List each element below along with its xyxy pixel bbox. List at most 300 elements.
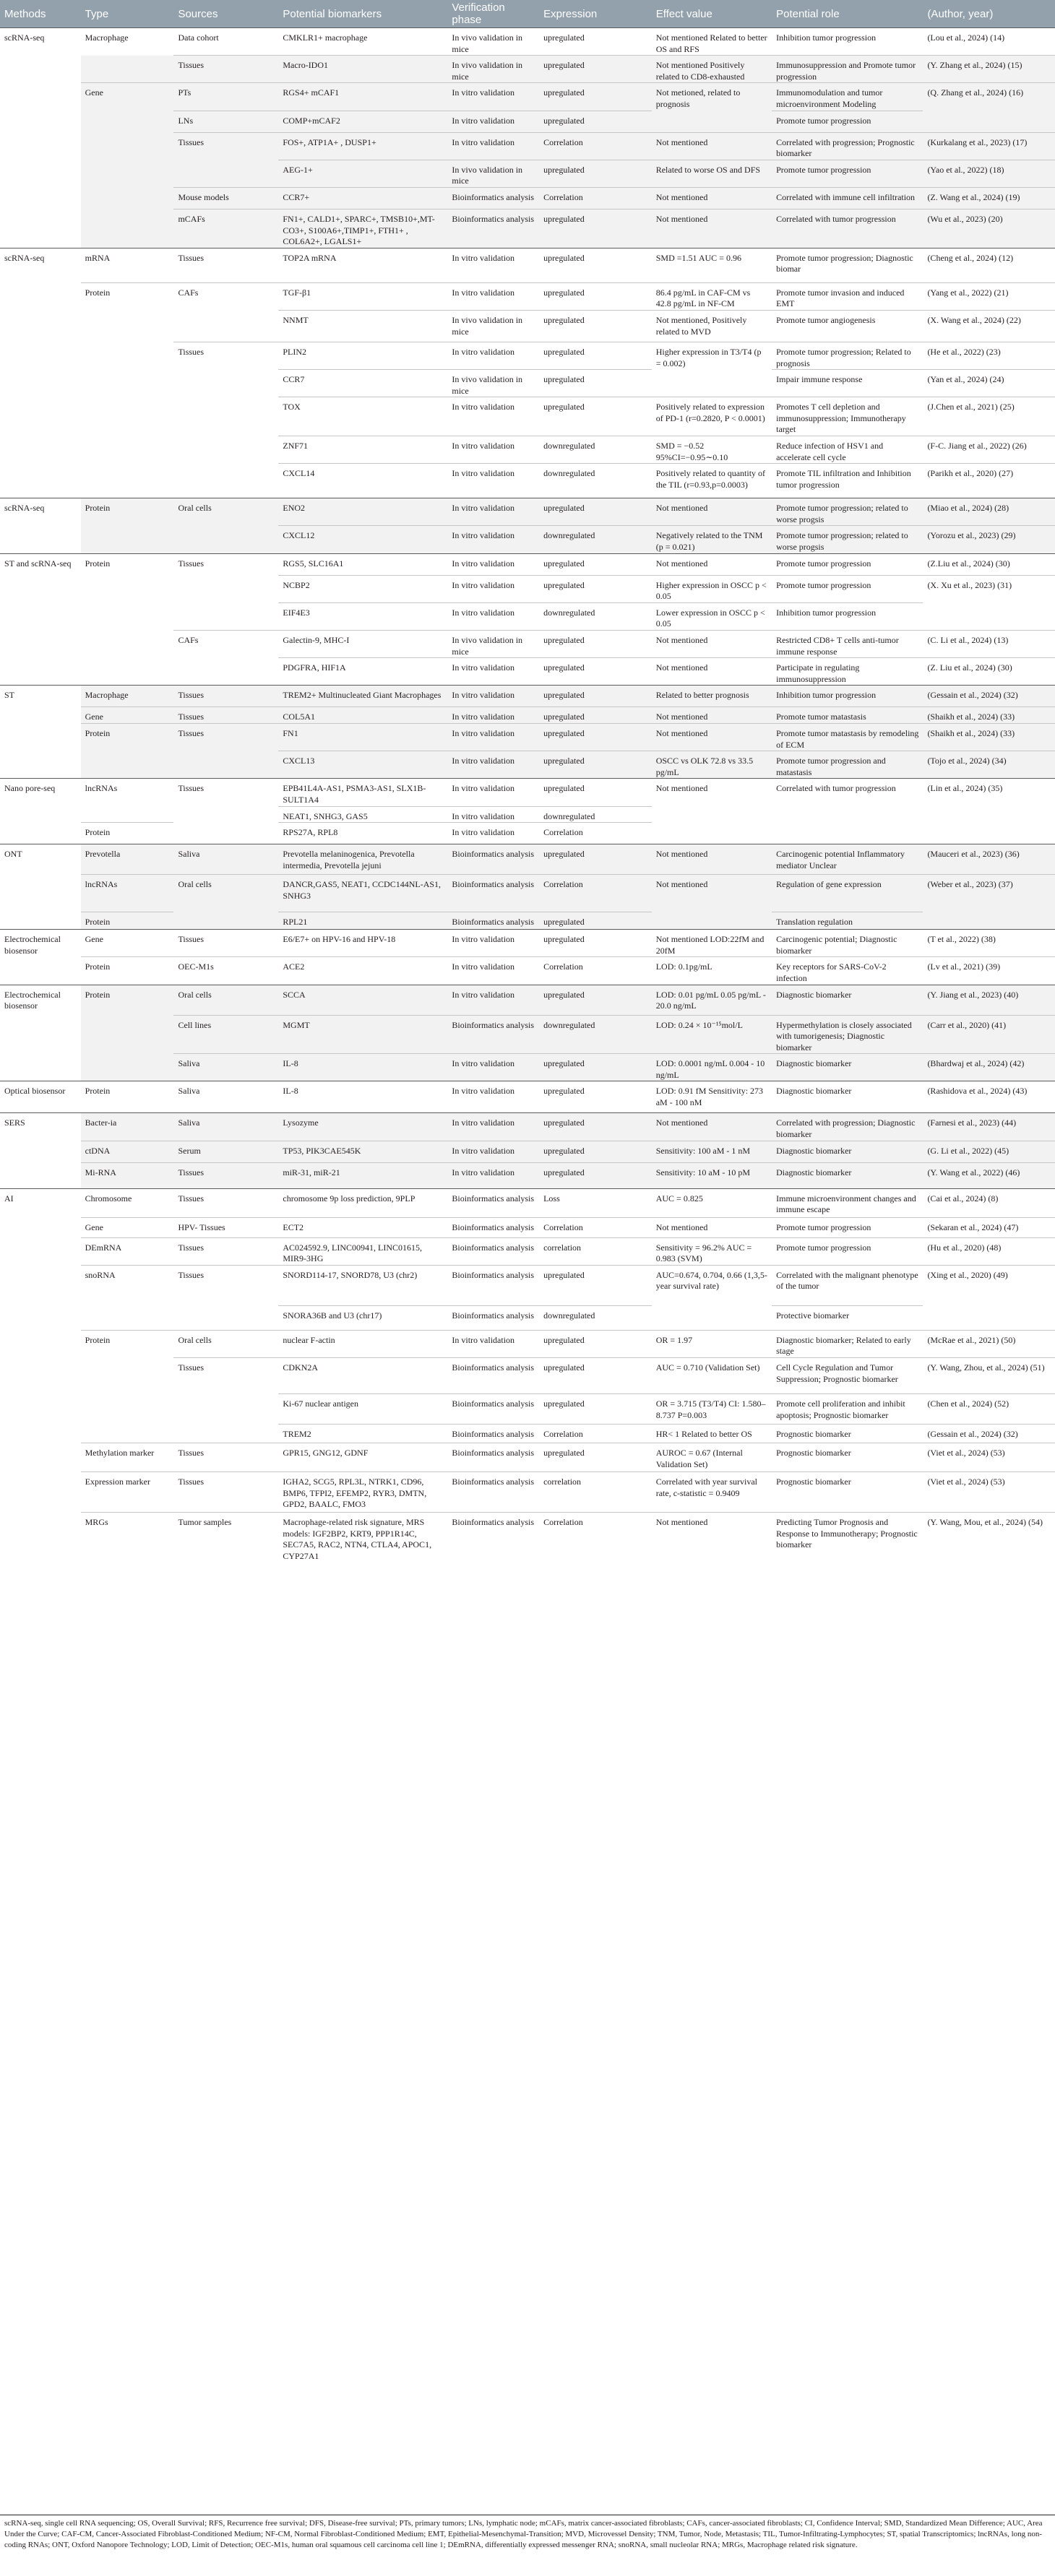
cell-phase: In vitro validation (447, 111, 539, 132)
cell-expression: upregulated (539, 723, 652, 751)
cell-phase: Bioinformatics analysis (447, 1217, 539, 1237)
cell-source: CAFs (173, 631, 278, 658)
cell-type (81, 436, 174, 464)
cell-biomarker: PDGFRA, HIF1A (278, 658, 447, 686)
cell-expression: upregulated (539, 56, 652, 83)
cell-source (173, 1305, 278, 1330)
table-row (0, 187, 1055, 209)
cell-biomarker: PLIN2 (278, 342, 447, 369)
cell-biomarker: CMKLR1+ macrophage (278, 28, 447, 56)
cell-biomarker: FN1+, CALD1+, SPARC+, TMSB10+,MT-CO3+, S100A6+,TIMP1+, FTH1+ , COL6A2+, LGALS1+ (278, 209, 447, 248)
cell-method (0, 1330, 81, 1357)
cell-source: Oral cells (173, 1330, 278, 1357)
cell-author: (F-C. Jiang et al., 2022) (26) (923, 436, 1055, 464)
table-row (0, 631, 1055, 658)
cell-type: Protein (81, 1081, 174, 1113)
cell-role: Diagnostic biomarker (772, 1141, 923, 1162)
col-header-author: (Author, year) (923, 0, 1055, 28)
cell-phase: In vitro validation (447, 526, 539, 553)
table-row (0, 1305, 1055, 1330)
cell-type: Protein (81, 553, 174, 575)
cell-expression: upregulated (539, 1394, 652, 1425)
cell-role: Reduce infection of HSV1 and accelerate cell cycle (772, 436, 923, 464)
cell-type (81, 806, 174, 823)
cell-biomarker: CXCL13 (278, 751, 447, 779)
cell-author: (McRae et al., 2021) (50) (923, 1330, 1055, 1357)
cell-biomarker: NNMT (278, 310, 447, 342)
cell-effect (652, 912, 772, 930)
cell-role: Promote tumor matastasis by remodeling of ECM (772, 723, 923, 751)
cell-method (0, 912, 81, 930)
cell-type: MRGs (81, 1513, 174, 1591)
cell-author: (Z. Wang et al., 2024) (19) (923, 187, 1055, 209)
cell-type (81, 310, 174, 342)
table-row (0, 1330, 1055, 1357)
cell-type (81, 526, 174, 553)
col-header-method: Methods (0, 0, 81, 28)
cell-type: Protein (81, 282, 174, 310)
col-header-role: Potential role (772, 0, 923, 28)
cell-effect: LOD: 0.01 pg/mL 0.05 pg/mL - 20.0 ng/mL (652, 985, 772, 1015)
cell-method (0, 370, 81, 397)
cell-author: (Y. Wang et al., 2022) (46) (923, 1162, 1055, 1188)
cell-source: OEC-M1s (173, 957, 278, 985)
cell-source: Oral cells (173, 498, 278, 526)
cell-source (173, 806, 278, 823)
table-row (0, 957, 1055, 985)
cell-source: mCAFs (173, 209, 278, 248)
cell-source (173, 160, 278, 187)
cell-phase: Bioinformatics analysis (447, 209, 539, 248)
cell-source: Tissues (173, 1237, 278, 1265)
cell-expression: correlation (539, 1472, 652, 1513)
cell-effect: Not mentioned, Positively related to MVD (652, 310, 772, 342)
cell-source: Saliva (173, 1054, 278, 1081)
cell-biomarker: FOS+, ATP1A+ , DUSP1+ (278, 132, 447, 160)
cell-phase: In vitro validation (447, 498, 539, 526)
cell-author: (Viet et al., 2024) (53) (923, 1443, 1055, 1472)
cell-source (173, 370, 278, 397)
cell-method (0, 1054, 81, 1081)
cell-effect (652, 111, 772, 132)
table-row (0, 1217, 1055, 1237)
cell-method (0, 56, 81, 83)
cell-phase: In vitro validation (447, 1330, 539, 1357)
cell-type: Protein (81, 912, 174, 930)
cell-effect: Not mentioned (652, 875, 772, 912)
cell-effect: LOD: 0.24 × 10⁻¹⁵mol/L (652, 1015, 772, 1054)
cell-type (81, 209, 174, 248)
cell-method (0, 806, 81, 823)
cell-type: Protein (81, 498, 174, 526)
cell-role: Correlated with progression; Diagnostic biomarker (772, 1113, 923, 1141)
cell-author: (Lin et al., 2024) (35) (923, 779, 1055, 806)
cell-role: Prognostic biomarker (772, 1472, 923, 1513)
cell-role: Participate in regulating immunosuppression (772, 658, 923, 686)
cell-expression: upregulated (539, 1141, 652, 1162)
cell-author: (Gessain et al., 2024) (32) (923, 1425, 1055, 1443)
cell-source (173, 310, 278, 342)
cell-role: Correlated with tumor progression (772, 779, 923, 806)
cell-method (0, 658, 81, 686)
cell-role: Promote tumor angiogenesis (772, 310, 923, 342)
cell-phase: In vitro validation (447, 602, 539, 630)
table-row (0, 985, 1055, 1015)
cell-author: (Shaikh et al., 2024) (33) (923, 723, 1055, 751)
cell-effect: AUC = 0.825 (652, 1188, 772, 1217)
table-row (0, 28, 1055, 56)
cell-source (173, 397, 278, 436)
cell-author: (Sekaran et al., 2024) (47) (923, 1217, 1055, 1237)
table-body (0, 28, 1055, 1591)
cell-role: Promote tumor progression (772, 160, 923, 187)
cell-type (81, 575, 174, 602)
cell-source: Tissues (173, 1443, 278, 1472)
cell-author: (Yorozu et al., 2023) (29) (923, 526, 1055, 553)
cell-source: Tissues (173, 930, 278, 957)
cell-effect: Not mentioned Positively related to CD8-exhausted (652, 56, 772, 83)
table-header (0, 0, 1055, 28)
cell-role: Promote tumor progression (772, 1217, 923, 1237)
cell-type: Expression marker (81, 1472, 174, 1513)
cell-method (0, 282, 81, 310)
cell-effect: Sensitivity: 10 aM - 10 pM (652, 1162, 772, 1188)
cell-biomarker: Prevotella melaninogenica, Prevotella intermedia, Prevotella jejuni (278, 844, 447, 875)
cell-expression: Correlation (539, 875, 652, 912)
cell-source (173, 575, 278, 602)
cell-author: (Lou et al., 2024) (14) (923, 28, 1055, 56)
cell-phase: In vitro validation (447, 342, 539, 369)
cell-source: Tissues (173, 779, 278, 806)
cell-phase: In vivo validation in mice (447, 310, 539, 342)
cell-phase: Bioinformatics analysis (447, 912, 539, 930)
col-header-type: Type (81, 0, 174, 28)
cell-effect: Not mentioned (652, 1513, 772, 1591)
cell-phase: In vitro validation (447, 83, 539, 111)
table-row (0, 342, 1055, 369)
cell-phase: Bioinformatics analysis (447, 1358, 539, 1394)
table-row (0, 875, 1055, 912)
cell-source (173, 1394, 278, 1425)
cell-biomarker: EIF4E3 (278, 602, 447, 630)
table-row (0, 526, 1055, 553)
cell-effect: Higher expression in T3/T4 (p = 0.002) (652, 342, 772, 369)
cell-expression: Correlation (539, 187, 652, 209)
cell-source: HPV- Tissues (173, 1217, 278, 1237)
cell-source: LNs (173, 111, 278, 132)
cell-type: lncRNAs (81, 875, 174, 912)
cell-role: Promote tumor progression (772, 111, 923, 132)
cell-role: Carcinogenic potential Inflammatory mediator Unclear (772, 844, 923, 875)
cell-role: Carcinogenic potential; Diagnostic biomarker (772, 930, 923, 957)
cell-phase: In vitro validation (447, 397, 539, 436)
cell-type: ctDNA (81, 1141, 174, 1162)
cell-phase: Bioinformatics analysis (447, 844, 539, 875)
cell-author: (Y. Wang, Zhou, et al., 2024) (51) (923, 1358, 1055, 1394)
cell-biomarker: EPB41L4A-AS1, PSMA3-AS1, SLX1B-SULT1A4 (278, 779, 447, 806)
cell-type (81, 1358, 174, 1394)
cell-role: Immunomodulation and tumor microenvironment Modeling (772, 83, 923, 111)
cell-effect: SMD =1.51 AUC = 0.96 (652, 248, 772, 282)
cell-method (0, 1162, 81, 1188)
col-header-source: Sources (173, 0, 278, 28)
cell-method (0, 1425, 81, 1443)
cell-method (0, 132, 81, 160)
cell-effect: Related to worse OS and DFS (652, 160, 772, 187)
cell-type (81, 658, 174, 686)
table-row (0, 464, 1055, 498)
cell-method (0, 1217, 81, 1237)
cell-effect: 86.4 pg/mL in CAF-CM vs 42.8 pg/mL in NF-CM (652, 282, 772, 310)
cell-source: Tissues (173, 1358, 278, 1394)
cell-type: Protein (81, 985, 174, 1015)
cell-type: Methylation marker (81, 1443, 174, 1472)
cell-biomarker: AEG-1+ (278, 160, 447, 187)
cell-biomarker: E6/E7+ on HPV-16 and HPV-18 (278, 930, 447, 957)
cell-expression: downregulated (539, 1305, 652, 1330)
table-row (0, 248, 1055, 282)
cell-author: (Weber et al., 2023) (37) (923, 875, 1055, 912)
cell-expression: upregulated (539, 83, 652, 111)
cell-author: (Xing et al., 2020) (49) (923, 1265, 1055, 1305)
cell-type: Mi-RNA (81, 1162, 174, 1188)
cell-author: (He et al., 2022) (23) (923, 342, 1055, 369)
cell-author: (Yan et al., 2024) (24) (923, 370, 1055, 397)
cell-biomarker: IL-8 (278, 1081, 447, 1113)
cell-method (0, 160, 81, 187)
cell-method: scRNA-seq (0, 248, 81, 282)
cell-phase: Bioinformatics analysis (447, 1513, 539, 1591)
cell-biomarker: RPL21 (278, 912, 447, 930)
cell-source: Oral cells (173, 985, 278, 1015)
footnote: scRNA-seq, single cell RNA sequencing; OS, Overall Survival; RFS, Recurrence free survival; DFS, Disease-free survival; PTs, primary tumors; LNs, lymphatic node; mCAFs, matrix cancer-associated fibroblasts; CAFs, cancer-associated fibroblasts; CI, Confidence Interval; SMD, Standardized Mean Difference; AUC, Area Under the Curve; CAF-CM, Cancer-Associated Fibroblast-Conditioned Medium; NF-CM, Normal Fibroblast-Conditioned Medium; EMT, Epithelial-Mesenchymal-Transition; MVD, Microvessel Density; TNM, Tumor, Node, Metastasis; TIL, Tumor-Infiltrating-Lymphocytes; ST, spatial Transcriptomics; lncRNAs, long non-coding RNAs; ONT, Oxford Nanopore Technology; LOD, Limit of Detection; OEC-M1s, human oral squamous cell carcinoma cell line 1; DEmRNA, differentially expressed messenger RNA; snoRNA, small nucleolar RNA; MRGs, Macrophage related risk signature. (4, 2519, 1043, 2549)
cell-biomarker: Galectin-9, MHC-I (278, 631, 447, 658)
cell-author: (Chen et al., 2024) (52) (923, 1394, 1055, 1425)
table-row (0, 1237, 1055, 1265)
cell-effect: Not mentioned (652, 132, 772, 160)
cell-expression: Correlation (539, 1425, 652, 1443)
cell-role: Hypermethylation is closely associated with tumorigenesis; Diagnostic biomarker (772, 1015, 923, 1054)
cell-phase: In vivo validation in mice (447, 56, 539, 83)
cell-effect: Not mentioned Related to better OS and RFS (652, 28, 772, 56)
cell-phase: In vitro validation (447, 464, 539, 498)
cell-effect: OR = 3.715 (T3/T4) CI: 1.580–8.737 P=0.003 (652, 1394, 772, 1425)
col-header-expression: Expression (539, 0, 652, 28)
cell-expression: upregulated (539, 631, 652, 658)
table-row (0, 310, 1055, 342)
cell-effect: Not mentioned (652, 779, 772, 806)
table-row (0, 1015, 1055, 1054)
cell-author: (Z. Liu et al., 2024) (30) (923, 658, 1055, 686)
cell-expression: upregulated (539, 1330, 652, 1357)
cell-biomarker: DANCR,GAS5, NEAT1, CCDC144NL-AS1, SNHG3 (278, 875, 447, 912)
cell-author: (Y. Wang, Mou, et al., 2024) (54) (923, 1513, 1055, 1591)
cell-type: Chromosome (81, 1188, 174, 1217)
cell-source: Tissues (173, 1265, 278, 1305)
cell-method (0, 1358, 81, 1394)
cell-expression: Correlation (539, 823, 652, 844)
cell-expression: downregulated (539, 526, 652, 553)
cell-author (923, 823, 1055, 844)
cell-effect: Not mentioned (652, 844, 772, 875)
cell-biomarker: ECT2 (278, 1217, 447, 1237)
cell-role: Key receptors for SARS-CoV-2 infection (772, 957, 923, 985)
cell-phase: In vivo validation in mice (447, 160, 539, 187)
cell-method (0, 436, 81, 464)
cell-author: (Farnesi et al., 2023) (44) (923, 1113, 1055, 1141)
table-row (0, 56, 1055, 83)
cell-expression: upregulated (539, 779, 652, 806)
table-row (0, 111, 1055, 132)
cell-source: Tumor samples (173, 1513, 278, 1591)
table-row (0, 498, 1055, 526)
cell-method (0, 526, 81, 553)
cell-role: Diagnostic biomarker (772, 985, 923, 1015)
table-row (0, 370, 1055, 397)
cell-phase: In vitro validation (447, 575, 539, 602)
cell-role: Promote tumor progression; Diagnostic biomar (772, 248, 923, 282)
table-row (0, 1162, 1055, 1188)
col-header-effect: Effect value (652, 0, 772, 28)
cell-type (81, 187, 174, 209)
cell-role: Prognostic biomarker (772, 1443, 923, 1472)
cell-phase: In vitro validation (447, 686, 539, 707)
table-row (0, 1113, 1055, 1141)
cell-biomarker: COMP+mCAF2 (278, 111, 447, 132)
cell-type: Protein (81, 723, 174, 751)
cell-role: Immunosuppression and Promote tumor progression (772, 56, 923, 83)
cell-expression: Correlation (539, 957, 652, 985)
table-row (0, 686, 1055, 707)
cell-type (81, 1394, 174, 1425)
cell-expression: downregulated (539, 806, 652, 823)
cell-biomarker: TOX (278, 397, 447, 436)
table-row (0, 1265, 1055, 1305)
cell-author: (Parikh et al., 2020) (27) (923, 464, 1055, 498)
cell-method: ST (0, 686, 81, 707)
cell-biomarker: COL5A1 (278, 707, 447, 724)
cell-source: Tissues (173, 342, 278, 369)
table-row (0, 602, 1055, 630)
cell-phase: In vitro validation (447, 282, 539, 310)
cell-role: Restricted CD8+ T cells anti-tumor immune response (772, 631, 923, 658)
cell-method (0, 111, 81, 132)
table-row (0, 751, 1055, 779)
table-row (0, 1425, 1055, 1443)
cell-effect: Sensitivity: 100 aM - 1 nM (652, 1141, 772, 1162)
table-row (0, 1394, 1055, 1425)
cell-source (173, 602, 278, 630)
cell-expression: upregulated (539, 844, 652, 875)
cell-expression: upregulated (539, 209, 652, 248)
cell-author: (Q. Zhang et al., 2024) (16) (923, 83, 1055, 111)
table-row (0, 844, 1055, 875)
cell-method (0, 631, 81, 658)
cell-role: Promote tumor progression (772, 553, 923, 575)
cell-biomarker: RGS5, SLC16A1 (278, 553, 447, 575)
cell-role: Inhibition tumor progression (772, 28, 923, 56)
cell-expression: upregulated (539, 310, 652, 342)
cell-expression: downregulated (539, 602, 652, 630)
cell-author: (Gessain et al., 2024) (32) (923, 686, 1055, 707)
cell-author: (Wu et al., 2023) (20) (923, 209, 1055, 248)
cell-type (81, 602, 174, 630)
cell-biomarker: Ki-67 nuclear antigen (278, 1394, 447, 1425)
cell-method (0, 1513, 81, 1591)
cell-source: Data cohort (173, 28, 278, 56)
cell-biomarker: CCR7 (278, 370, 447, 397)
cell-type (81, 111, 174, 132)
cell-source: PTs (173, 83, 278, 111)
cell-type (81, 1305, 174, 1330)
cell-source: Tissues (173, 1188, 278, 1217)
cell-role: Promotes T cell depletion and immunosuppression; Immunotherapy target (772, 397, 923, 436)
cell-expression: Correlation (539, 1217, 652, 1237)
cell-expression: Correlation (539, 1513, 652, 1591)
cell-author: (Hu et al., 2020) (48) (923, 1237, 1055, 1265)
cell-source (173, 526, 278, 553)
cell-expression: upregulated (539, 342, 652, 369)
cell-phase: Bioinformatics analysis (447, 1237, 539, 1265)
cell-biomarker: SCCA (278, 985, 447, 1015)
cell-type (81, 1015, 174, 1054)
cell-author: (Carr et al., 2020) (41) (923, 1015, 1055, 1054)
cell-phase: In vivo validation in mice (447, 631, 539, 658)
cell-role: Inhibition tumor progression (772, 602, 923, 630)
cell-expression: Correlation (539, 132, 652, 160)
cell-expression: upregulated (539, 1358, 652, 1394)
table-row (0, 575, 1055, 602)
cell-method (0, 310, 81, 342)
cell-phase: Bioinformatics analysis (447, 875, 539, 912)
cell-biomarker: MGMT (278, 1015, 447, 1054)
cell-effect: HR< 1 Related to better OS (652, 1425, 772, 1443)
cell-expression: upregulated (539, 686, 652, 707)
cell-effect: Sensitivity = 96.2% AUC = 0.983 (SVM) (652, 1237, 772, 1265)
cell-effect: OSCC vs OLK 72.8 vs 33.5 pg/mL (652, 751, 772, 779)
cell-expression: upregulated (539, 160, 652, 187)
cell-role: Prognostic biomarker (772, 1425, 923, 1443)
cell-source: Serum (173, 1141, 278, 1162)
cell-source: Saliva (173, 1113, 278, 1141)
cell-biomarker: Lysozyme (278, 1113, 447, 1141)
cell-author: (Rashidova et al., 2024) (43) (923, 1081, 1055, 1113)
cell-source: Cell lines (173, 1015, 278, 1054)
table-row (0, 823, 1055, 844)
cell-role: Correlated with tumor progression (772, 209, 923, 248)
cell-source (173, 912, 278, 930)
table-row (0, 132, 1055, 160)
cell-source (173, 823, 278, 844)
cell-biomarker: CDKN2A (278, 1358, 447, 1394)
cell-expression: upregulated (539, 658, 652, 686)
cell-author: (Viet et al., 2024) (53) (923, 1472, 1055, 1513)
cell-effect: Not mentioned (652, 187, 772, 209)
cell-effect (652, 1305, 772, 1330)
table-row (0, 806, 1055, 823)
cell-method (0, 397, 81, 436)
cell-phase: In vitro validation (447, 436, 539, 464)
cell-biomarker: IL-8 (278, 1054, 447, 1081)
cell-author: (Kurkalang et al., 2023) (17) (923, 132, 1055, 160)
cell-expression: upregulated (539, 111, 652, 132)
cell-biomarker: ACE2 (278, 957, 447, 985)
cell-effect: Positively related to quantity of the TIL (r=0.93,p=0.0003) (652, 464, 772, 498)
cell-type: Gene (81, 930, 174, 957)
cell-role: Diagnostic biomarker; Related to early stage (772, 1330, 923, 1357)
cell-author: (X. Xu et al., 2023) (31) (923, 575, 1055, 602)
cell-expression: upregulated (539, 1054, 652, 1081)
